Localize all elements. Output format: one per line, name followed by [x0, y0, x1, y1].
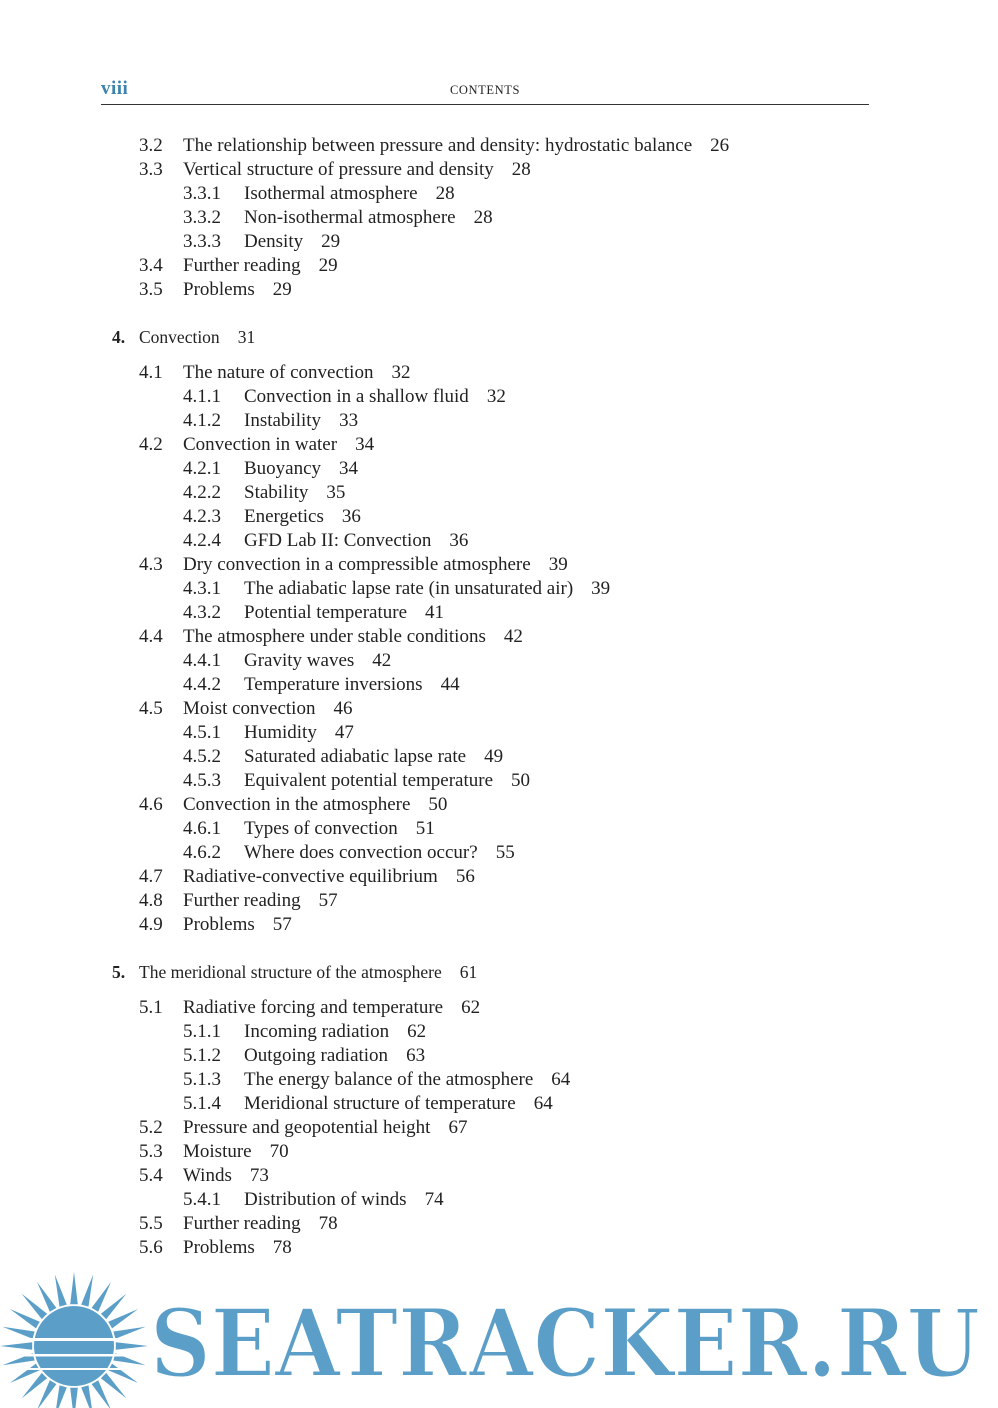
toc-title-line: [244, 1188, 444, 1212]
toc-title-line: [183, 433, 374, 457]
toc-number: 4.1: [139, 362, 163, 383]
toc-title: Convection in water: [183, 434, 338, 455]
toc-title: Vertical structure of pressure and density: [183, 159, 494, 180]
toc-title: Density: [244, 231, 304, 252]
toc-title: Instability: [244, 410, 322, 431]
toc-page-number: 39: [548, 554, 568, 575]
toc-number: 3.2: [139, 135, 163, 156]
toc-number: 5.5: [139, 1213, 163, 1234]
toc-title: The adiabatic lapse rate (in unsaturated air): [244, 578, 574, 599]
toc-title: Radiative forcing and temperature: [183, 997, 444, 1018]
toc-page-number: 46: [333, 698, 353, 719]
sun-ray: [92, 1282, 111, 1312]
toc-page-number: 29: [318, 255, 338, 276]
toc-title-line: [244, 529, 468, 553]
toc-page-number: 28: [473, 207, 493, 228]
sun-ray: [108, 1364, 138, 1383]
toc-number: 4.7: [139, 866, 163, 887]
running-head: CONTENTS: [449, 83, 521, 97]
toc-title-line: [183, 553, 568, 577]
toc-title: Problems: [183, 279, 255, 300]
toc-page-number: 34: [355, 434, 375, 455]
toc-number: 5.4.1: [183, 1189, 221, 1210]
toc-title-line: [244, 1068, 570, 1092]
toc-number: 5.1.4: [183, 1093, 221, 1114]
toc-number: 4.2.1: [183, 458, 221, 479]
toc-title: Winds: [183, 1165, 232, 1186]
toc-number: 4.4: [139, 626, 163, 647]
toc-number: 4.2.4: [183, 530, 221, 551]
toc-title-line: [183, 361, 410, 385]
toc-page-number: 78: [318, 1213, 338, 1234]
toc-title: Further reading: [183, 890, 301, 911]
toc-title-line: [244, 817, 435, 841]
toc-number: 4.1.1: [183, 386, 221, 407]
toc-number: 3.4: [139, 255, 163, 276]
toc-title: Moisture: [183, 1141, 252, 1162]
toc-title-line: [244, 206, 493, 230]
toc-number: 3.3.2: [183, 207, 221, 228]
toc-number: 4.1.2: [183, 410, 221, 431]
toc-number: 4.3.2: [183, 602, 221, 623]
toc-title: The atmosphere under stable conditions: [183, 626, 486, 647]
toc-number: 4.6.2: [183, 842, 221, 863]
toc-number: 5.1.2: [183, 1045, 221, 1066]
sun-ray: [81, 1275, 93, 1307]
toc-title: Moist convection: [183, 698, 316, 719]
toc-page-number: 49: [484, 746, 504, 767]
toc-title: Types of convection: [244, 818, 398, 839]
toc-page-number: 64: [533, 1093, 553, 1114]
toc-page-number: 70: [269, 1141, 289, 1162]
toc-title-line: [244, 385, 506, 409]
toc-page-number: 63: [406, 1045, 426, 1066]
sun-ray: [92, 1380, 111, 1408]
toc-title-line: [244, 601, 444, 625]
toc-title: Temperature inversions: [244, 674, 423, 695]
toc-page-number: 57: [318, 890, 338, 911]
toc-title-line: [139, 960, 477, 984]
toc-title-line: [244, 841, 515, 865]
toc-number: 5.1.3: [183, 1069, 221, 1090]
toc-title: Where does convection occur?: [244, 842, 478, 863]
toc-number: 4.3.1: [183, 578, 221, 599]
toc-page-number: 29: [272, 279, 292, 300]
toc-title-line: [183, 865, 475, 889]
toc-number: 4.8: [139, 890, 163, 911]
toc-title-line: [244, 457, 358, 481]
sun-ray: [10, 1364, 40, 1383]
toc-title-line: [244, 505, 361, 529]
toc-page-number: 34: [339, 458, 359, 479]
toc-page-number: 62: [407, 1021, 427, 1042]
toc-page-number: 50: [511, 770, 531, 791]
toc-number: 3.3.3: [183, 231, 221, 252]
sun-ray: [55, 1385, 67, 1408]
toc-title: Dry convection in a compressible atmosphere: [183, 554, 531, 575]
toc-page-number: 62: [461, 997, 481, 1018]
sun-ray: [70, 1388, 78, 1408]
sun-ray: [3, 1327, 35, 1339]
sun-ray: [70, 1272, 78, 1304]
toc-number: 4.2.3: [183, 506, 221, 527]
toc-title: Incoming radiation: [244, 1021, 390, 1042]
toc-title: Meridional structure of temperature: [244, 1093, 516, 1114]
toc-number: 4.5: [139, 698, 163, 719]
toc-page-number: 42: [503, 626, 523, 647]
sun-ray: [22, 1373, 47, 1398]
toc-title-line: [244, 481, 345, 505]
toc-number: 4.4.1: [183, 650, 221, 671]
toc-title: Convection in a shallow fluid: [244, 386, 469, 407]
toc-title: Isothermal atmosphere: [244, 183, 418, 204]
toc-title: Stability: [244, 482, 309, 503]
toc-page-number: 51: [415, 818, 435, 839]
toc-page-number: 36: [341, 506, 361, 527]
toc-page-number: 29: [321, 231, 341, 252]
toc-page-number: 31: [237, 327, 256, 347]
toc-title: Problems: [183, 1237, 255, 1258]
toc-title: Further reading: [183, 255, 301, 276]
toc-title: Pressure and geopotential height: [183, 1117, 431, 1138]
toc-title: Saturated adiabatic lapse rate: [244, 746, 467, 767]
toc-number: 4.5.3: [183, 770, 221, 791]
toc-number: 5.1.1: [183, 1021, 221, 1042]
toc-title: Buoyancy: [244, 458, 322, 479]
toc-page-number: 67: [448, 1117, 468, 1138]
toc-number: 5.3: [139, 1141, 163, 1162]
sun-ray: [113, 1327, 145, 1339]
toc-title-line: [244, 649, 391, 673]
toc-number: 5.2: [139, 1117, 163, 1138]
toc-page-number: 56: [455, 866, 475, 887]
toc-page-number: 32: [391, 362, 411, 383]
toc-number: 4.4.2: [183, 674, 221, 695]
toc-title-line: [183, 996, 480, 1020]
toc-number: 3.3.1: [183, 183, 221, 204]
sun-ray: [81, 1385, 93, 1408]
toc-number: 4.6: [139, 794, 163, 815]
toc-title-line: [183, 697, 352, 721]
toc-page-number: 57: [272, 914, 292, 935]
toc-title: Distribution of winds: [244, 1189, 407, 1210]
toc-title: Convection in the atmosphere: [183, 794, 411, 815]
toc-title: Potential temperature: [244, 602, 408, 623]
toc-title-line: [183, 1116, 467, 1140]
toc-title-line: [183, 913, 292, 937]
toc-number: 3.3: [139, 159, 163, 180]
toc-title-line: [183, 134, 729, 158]
toc-title-line: [244, 409, 358, 433]
page-number: viii: [101, 78, 129, 99]
sun-ray: [116, 1342, 148, 1350]
toc-title: Equivalent potential temperature: [244, 770, 494, 791]
toc-page-number: 47: [334, 722, 354, 743]
toc-page-number: 74: [424, 1189, 444, 1210]
toc-page-number: 28: [435, 183, 455, 204]
toc-title-line: [183, 1212, 338, 1236]
toc-page-number: 41: [425, 602, 445, 623]
toc-title-line: [244, 745, 503, 769]
toc-page-number: 32: [486, 386, 506, 407]
toc-title-line: [183, 793, 447, 817]
toc-number: 4.2.2: [183, 482, 221, 503]
toc-title-line: [139, 325, 255, 349]
toc-number: 5.1: [139, 997, 163, 1018]
toc-title-line: [183, 889, 338, 913]
toc-title: Further reading: [183, 1213, 301, 1234]
toc-title: The nature of convection: [183, 362, 374, 383]
toc-title-line: [183, 278, 292, 302]
toc-title-line: [244, 769, 530, 793]
toc-page-number: 55: [495, 842, 515, 863]
sun-ray: [101, 1294, 126, 1319]
toc-title-line: [183, 1236, 292, 1260]
toc-number: 4.2: [139, 434, 163, 455]
toc-number: 4.: [112, 327, 126, 347]
toc-title-line: [244, 577, 610, 601]
toc-title: The meridional structure of the atmosphere: [139, 962, 442, 982]
toc-title: Non-isothermal atmosphere: [244, 207, 456, 228]
sun-ray: [55, 1275, 67, 1307]
sun-ray: [37, 1282, 56, 1312]
toc-page-number: 44: [440, 674, 460, 695]
toc-number: 4.3: [139, 554, 163, 575]
toc-number: 5.: [112, 962, 126, 982]
toc-title: Convection: [139, 327, 220, 347]
toc-title: GFD Lab II: Convection: [244, 530, 432, 551]
toc-title-line: [183, 1140, 289, 1164]
toc-title-line: [244, 230, 340, 254]
sun-icon: [0, 1272, 148, 1408]
toc-title: The relationship between pressure and density: hydrostatic balance: [183, 135, 693, 156]
toc-title: Energetics: [244, 506, 324, 527]
toc-number: 3.5: [139, 279, 163, 300]
toc-title-line: [244, 721, 354, 745]
sun-ray: [10, 1309, 40, 1328]
toc-number: 5.4: [139, 1165, 163, 1186]
toc-title: Problems: [183, 914, 255, 935]
toc-title: Outgoing radiation: [244, 1045, 389, 1066]
toc-page-number: 39: [591, 578, 611, 599]
toc-page-number: 42: [372, 650, 392, 671]
toc-page-number: 61: [459, 962, 478, 982]
toc-title-line: [183, 1164, 269, 1188]
toc-title: Radiative-convective equilibrium: [183, 866, 438, 887]
toc-page-number: 78: [272, 1237, 292, 1258]
toc-title-line: [244, 1020, 426, 1044]
toc-page-number: 73: [249, 1165, 269, 1186]
toc-title: The energy balance of the atmosphere: [244, 1069, 534, 1090]
toc-title: Humidity: [244, 722, 317, 743]
toc-page-number: 33: [339, 410, 359, 431]
toc-page-number: 64: [551, 1069, 571, 1090]
toc-title-line: [183, 158, 531, 182]
sun-ray: [37, 1380, 56, 1408]
toc-title: Gravity waves: [244, 650, 355, 671]
toc-title-line: [183, 625, 523, 649]
toc-page-number: 28: [511, 159, 531, 180]
sun-ray: [22, 1294, 47, 1319]
watermark-text: SEATRACKER.RU: [150, 1289, 980, 1399]
toc-page-number: 35: [326, 482, 346, 503]
sun-ray: [0, 1342, 32, 1350]
toc-page-number: 26: [710, 135, 730, 156]
toc-number: 4.9: [139, 914, 163, 935]
toc-title-line: [244, 1044, 425, 1068]
toc-page-number: 50: [428, 794, 448, 815]
sun-ray: [108, 1309, 138, 1328]
toc-title-line: [244, 673, 460, 697]
toc-title-line: [244, 1092, 553, 1116]
toc-number: 5.6: [139, 1237, 163, 1258]
toc-page-number: 36: [449, 530, 469, 551]
page-header: [101, 78, 869, 105]
toc-number: 4.6.1: [183, 818, 221, 839]
toc-title-line: [244, 182, 455, 206]
toc-number: 4.5.1: [183, 722, 221, 743]
toc-title-line: [183, 254, 338, 278]
watermark: [0, 1258, 998, 1408]
toc-number: 4.5.2: [183, 746, 221, 767]
sun-ray: [101, 1373, 126, 1398]
